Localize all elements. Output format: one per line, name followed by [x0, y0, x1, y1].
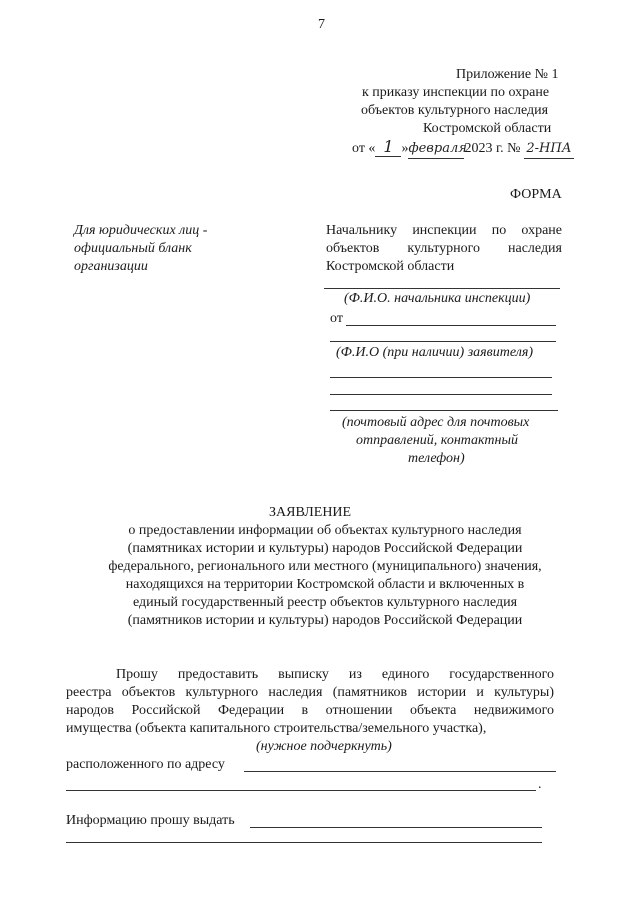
addressee-line-1: Начальнику инспекции по охране: [326, 223, 562, 238]
address-end-period: .: [538, 777, 542, 792]
statement-line-2: (памятниках истории и культуры) народов Российской Федерации: [127, 541, 523, 556]
form-label: ФОРМА: [510, 187, 562, 202]
addressee-line-3: Костромской области: [326, 259, 455, 274]
appendix-line-1: Приложение № 1: [456, 67, 559, 82]
address-line-2: [330, 394, 552, 395]
underline-note: (нужное подчеркнуть): [256, 739, 392, 754]
head-caption: (Ф.И.О. начальника инспекции): [344, 291, 531, 306]
request-line-2: реестра объектов культурного наследия (памятников истории и культуры): [66, 685, 554, 700]
statement-line-3: федерального, регионального или местного (муниципального) значения,: [108, 559, 542, 574]
month-sep: »: [401, 141, 409, 156]
from-label: от: [330, 311, 343, 326]
left-note-line-3: организации: [74, 259, 148, 274]
from-line: [346, 325, 556, 326]
order-month: февраля: [408, 140, 464, 159]
issue-method-line-1[interactable]: [250, 827, 542, 828]
contact-caption-1: (почтовый адрес для почтовых: [342, 415, 530, 430]
statement-line-4: находящихся на территории Костромской области и включенных в: [125, 577, 525, 592]
addressee-line-2: объектов культурного наследия: [326, 241, 562, 256]
head-name-line: [324, 288, 560, 289]
request-line-1: Прошу предоставить выписку из единого государственного: [116, 667, 554, 682]
applicant-caption: (Ф.И.О (при наличии) заявителя): [336, 345, 533, 360]
issue-method-line-2[interactable]: [66, 842, 542, 843]
appendix-line-2: к приказу инспекции по охране: [362, 85, 550, 100]
order-day: 1: [375, 138, 401, 157]
order-date-line: [352, 138, 574, 159]
statement-line-1: о предоставлении информации об объектах культурного наследия: [128, 523, 522, 538]
request-line-3: народов Российской Федерации в отношении объекта недвижимого: [66, 703, 554, 718]
appendix-line-3: объектов культурного наследия: [361, 103, 549, 118]
applicant-line: [330, 341, 556, 342]
order-year: 2023 г. №: [464, 141, 521, 156]
object-address-line-1[interactable]: [244, 771, 556, 772]
issue-label: Информацию прошу выдать: [66, 813, 235, 828]
address-label: расположенного по адресу: [66, 757, 225, 772]
date-prefix: от «: [352, 141, 376, 156]
request-line-4: имущества (объекта капитального строительства/земельного участка),: [66, 721, 487, 736]
object-address-line-2[interactable]: [66, 790, 536, 791]
left-note-line-2: официальный бланк: [74, 241, 192, 256]
address-line-1: [330, 377, 552, 378]
contact-caption-3: телефон): [408, 451, 465, 466]
statement-line-6: (памятников истории и культуры) народов Российской Федерации: [127, 613, 523, 628]
contact-caption-2: отправлений, контактный: [356, 433, 518, 448]
left-note-line-1: Для юридических лиц -: [74, 223, 208, 238]
statement-line-5: единый государственный реестр объектов культурного наследия: [132, 595, 518, 610]
appendix-line-4: Костромской области: [423, 121, 552, 136]
page-number: 7: [318, 17, 325, 32]
order-number: 2-НПА: [524, 140, 574, 159]
address-line-3: [330, 410, 558, 411]
statement-title: ЗАЯВЛЕНИЕ: [269, 505, 352, 520]
